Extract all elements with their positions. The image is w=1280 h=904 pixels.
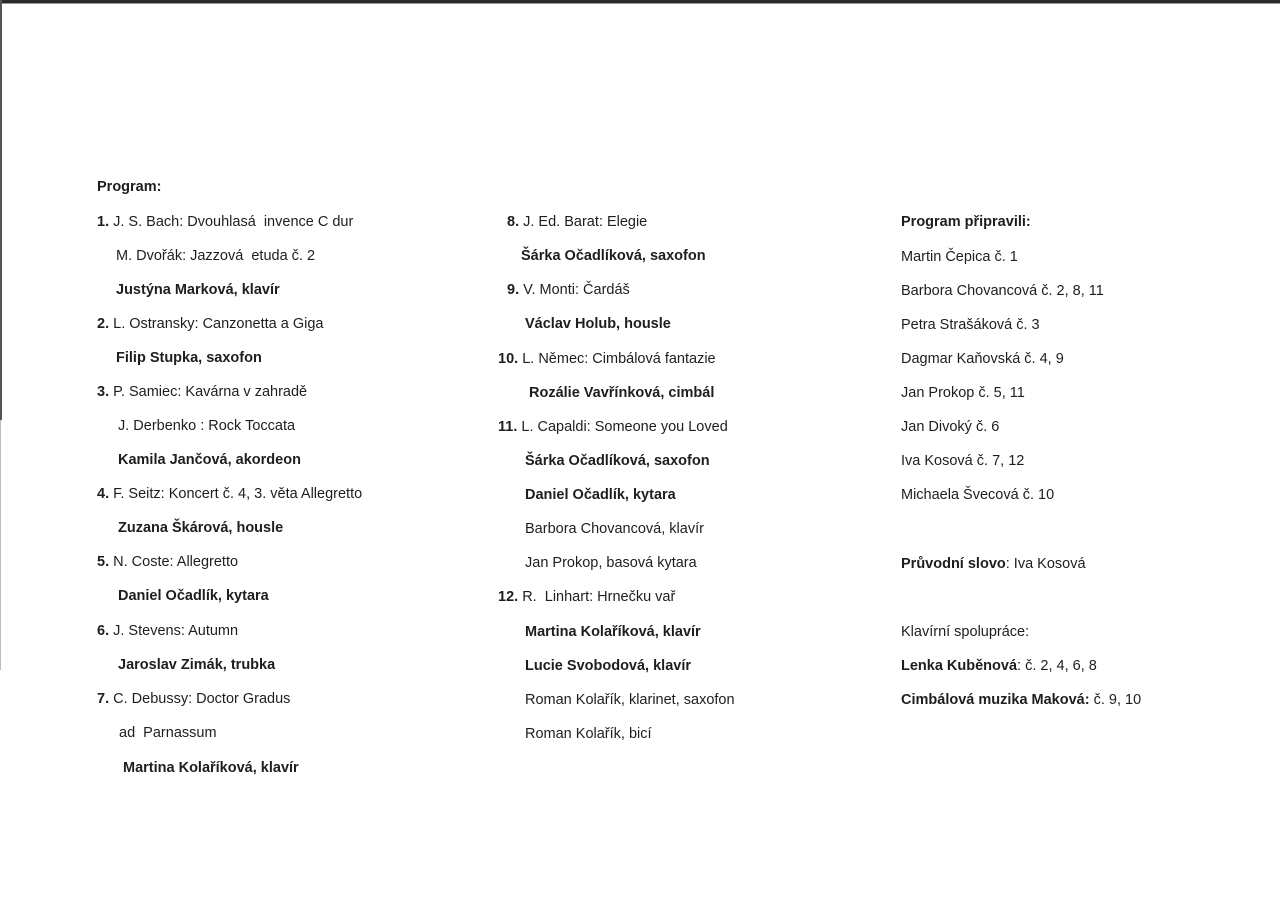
accompaniment-line bbox=[901, 657, 1097, 675]
accompaniment-line bbox=[901, 691, 1141, 709]
item-number: 3. bbox=[97, 384, 110, 400]
item-number: 4. bbox=[97, 486, 110, 502]
performer: Lucie Svobodová, klavír bbox=[525, 658, 691, 674]
item-number: 1. bbox=[97, 214, 110, 230]
preparer: Petra Strašáková č. 3 bbox=[901, 317, 1040, 333]
preparer: Dagmar Kaňovská č. 4, 9 bbox=[901, 351, 1064, 367]
preparer: Jan Prokop č. 5, 11 bbox=[901, 385, 1025, 401]
scan-left-edge bbox=[0, 0, 2, 420]
performer: Daniel Očadlík, kytara bbox=[118, 588, 269, 604]
performer: Zuzana Škárová, housle bbox=[118, 520, 284, 536]
preparer: Barbora Chovancová č. 2, 8, 11 bbox=[901, 283, 1104, 299]
prepared-by-heading: Program připravili: bbox=[901, 214, 1031, 230]
performer: Daniel Očadlík, kytara bbox=[525, 487, 676, 503]
performer: Rozálie Vavřínková, cimbál bbox=[529, 385, 715, 401]
performer: Jaroslav Zimák, trubka bbox=[118, 657, 276, 673]
intro-speech bbox=[901, 555, 1086, 573]
performer: Justýna Marková, klavír bbox=[116, 282, 280, 298]
accompanied-items: : č. 2, 4, 6, 8 bbox=[1017, 658, 1097, 674]
piano-heading: Klavírní spolupráce: bbox=[901, 624, 1030, 640]
performer: Martina Kolaříková, klavír bbox=[123, 760, 299, 776]
preparer: Jan Divoký č. 6 bbox=[901, 419, 1000, 435]
piece-title: F. Seitz: Koncert č. 4, 3. věta Allegretto bbox=[113, 486, 363, 502]
piece-title: J. Stevens: Autumn bbox=[113, 623, 239, 639]
program-heading: Program: bbox=[97, 179, 162, 195]
piece-title: L. Capaldi: Someone you Loved bbox=[521, 419, 728, 435]
scan-top-edge-shadow bbox=[0, 3, 1280, 4]
intro-value: : Iva Kosová bbox=[1005, 556, 1086, 572]
preparer: Iva Kosová č. 7, 12 bbox=[901, 453, 1025, 469]
intro-label: Průvodní slovo bbox=[901, 556, 1006, 572]
piece-title: J. Derbenko : Rock Toccata bbox=[118, 418, 296, 434]
item-number: 11. bbox=[498, 419, 518, 435]
performer: Šárka Očadlíková, saxofon bbox=[521, 248, 706, 264]
accompanist: Jan Prokop, basová kytara bbox=[525, 555, 697, 571]
item-number: 6. bbox=[97, 623, 110, 639]
piece-title: V. Monti: Čardáš bbox=[523, 282, 630, 298]
accompanist: Roman Kolařík, klarinet, saxofon bbox=[525, 692, 735, 708]
performer: Václav Holub, housle bbox=[525, 316, 671, 332]
item-number: 5. bbox=[97, 554, 110, 570]
item-number: 7. bbox=[97, 691, 110, 707]
item-number: 2. bbox=[97, 316, 110, 332]
performer: Šárka Očadlíková, saxofon bbox=[525, 453, 710, 469]
accompanist: Barbora Chovancová, klavír bbox=[525, 521, 704, 537]
accompanied-items: č. 9, 10 bbox=[1089, 692, 1142, 708]
preparer: Martin Čepica č. 1 bbox=[901, 249, 1018, 265]
piece-title: L. Němec: Cimbálová fantazie bbox=[522, 351, 716, 367]
item-number: 12. bbox=[498, 589, 519, 605]
piece-title: R. Linhart: Hrnečku vař bbox=[522, 589, 676, 605]
piece-title: J. Ed. Barat: Elegie bbox=[523, 214, 648, 230]
piece-title: N. Coste: Allegretto bbox=[113, 554, 239, 570]
scan-left-edge-light bbox=[0, 420, 1, 670]
item-number: 9. bbox=[507, 282, 520, 298]
piece-title: P. Samiec: Kavárna v zahradě bbox=[113, 384, 308, 400]
piece-title: M. Dvořák: Jazzová etuda č. 2 bbox=[116, 248, 316, 264]
piece-title: L. Ostransky: Canzonetta a Giga bbox=[113, 316, 324, 332]
item-number: 8. bbox=[507, 214, 520, 230]
piece-title: ad Parnassum bbox=[119, 725, 217, 741]
accompanist: Roman Kolařík, bicí bbox=[525, 726, 652, 742]
accompanist-name: Cimbálová muzika Maková: bbox=[901, 692, 1090, 708]
performer: Kamila Jančová, akordeon bbox=[118, 452, 301, 468]
performer: Martina Kolaříková, klavír bbox=[525, 624, 701, 640]
item-number: 10. bbox=[498, 351, 519, 367]
piece-title: J. S. Bach: Dvouhlasá invence C dur bbox=[113, 214, 354, 230]
piece-title: C. Debussy: Doctor Gradus bbox=[113, 691, 291, 707]
accompanist-name: Lenka Kuběnová bbox=[901, 658, 1018, 674]
preparer: Michaela Švecová č. 10 bbox=[901, 487, 1055, 503]
performer: Filip Stupka, saxofon bbox=[116, 350, 262, 366]
